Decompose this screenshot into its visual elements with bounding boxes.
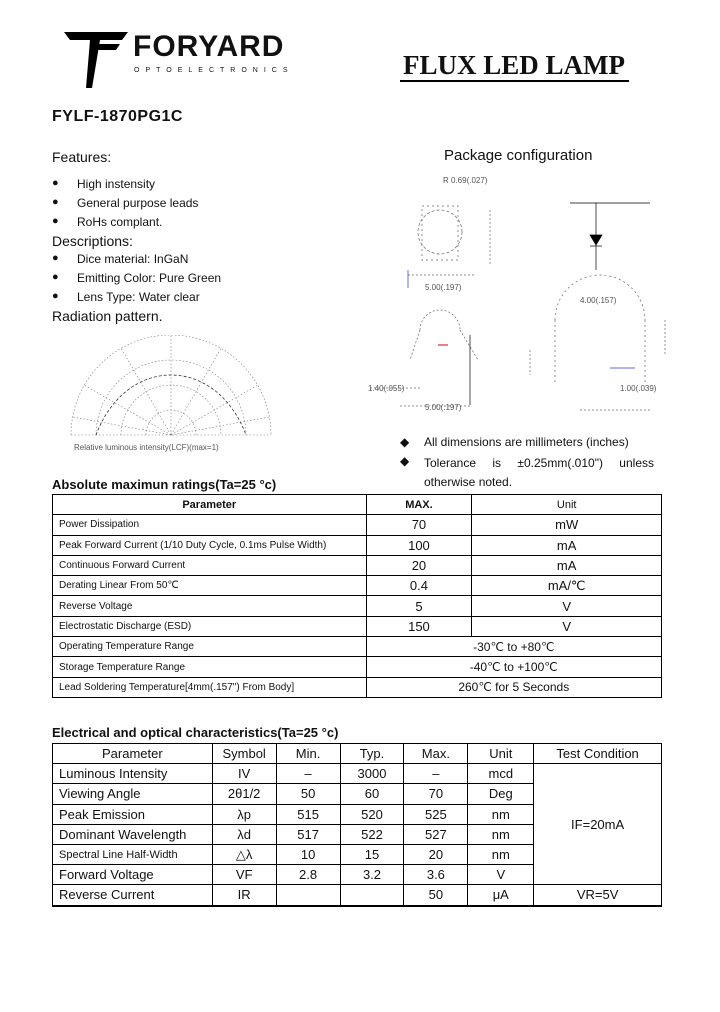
- column-header: Max.: [404, 744, 468, 764]
- symbol-cell: IV: [212, 764, 276, 784]
- column-header: Unit: [468, 744, 534, 764]
- symbol-cell: IR: [212, 885, 276, 906]
- param-cell: Storage Temperature Range: [53, 657, 367, 677]
- unit-cell: mA: [472, 555, 662, 575]
- dimension-label: 5.00(.197): [425, 283, 462, 292]
- min-cell: –: [276, 764, 340, 784]
- param-cell: Luminous Intensity: [53, 764, 213, 784]
- param-cell: Reverse Voltage: [53, 596, 367, 616]
- column-header: Typ.: [340, 744, 404, 764]
- unit-cell: nm: [468, 844, 534, 864]
- foryard-logo-icon: [62, 30, 130, 90]
- bullet-icon: ●: [52, 271, 59, 283]
- max-cell: 527: [404, 824, 468, 844]
- param-cell: Viewing Angle: [53, 784, 213, 804]
- condition-cell: VR=5V: [534, 885, 662, 906]
- description-item: ● Emitting Color: Pure Green: [52, 271, 222, 285]
- table-row: [53, 576, 662, 596]
- max-cell: 70: [404, 784, 468, 804]
- table-header-row: [53, 495, 662, 515]
- symbol-cell: 2θ1/2: [212, 784, 276, 804]
- diamond-bullet-icon: ◆: [400, 454, 410, 468]
- unit-cell: Deg: [468, 784, 534, 804]
- param-cell: Power Dissipation: [53, 515, 367, 535]
- typ-cell: [340, 885, 404, 906]
- max-cell: 20: [366, 555, 472, 575]
- table-row: [53, 515, 662, 535]
- param-cell: Spectral Line Half-Width: [53, 844, 213, 864]
- table-row: [53, 657, 662, 677]
- bullet-icon: ●: [52, 290, 59, 302]
- column-header: MAX.: [366, 495, 472, 515]
- features-heading: Features:: [52, 149, 112, 165]
- column-header: Parameter: [53, 495, 367, 515]
- typ-cell: 15: [340, 844, 404, 864]
- param-cell: Derating Linear From 50℃: [53, 576, 367, 596]
- symbol-cell: λp: [212, 804, 276, 824]
- min-cell: [276, 885, 340, 906]
- package-drawing: [360, 170, 690, 420]
- dimension-label: R 0.69(.027): [443, 176, 488, 185]
- table-row: [53, 677, 662, 697]
- unit-cell: V: [472, 616, 662, 636]
- column-header: Test Condition: [534, 744, 662, 764]
- table-row: [53, 616, 662, 636]
- table-row: [53, 764, 662, 784]
- bullet-icon: ●: [52, 177, 59, 189]
- min-cell: 515: [276, 804, 340, 824]
- table-row: [53, 535, 662, 555]
- abs-max-table: [52, 494, 662, 698]
- max-cell: 3.6: [404, 865, 468, 885]
- symbol-cell: △λ: [212, 844, 276, 864]
- descriptions-heading: Descriptions:: [52, 233, 133, 249]
- unit-cell: mA/℃: [472, 576, 662, 596]
- column-header: Unit: [472, 495, 662, 515]
- max-cell: 525: [404, 804, 468, 824]
- value-cell: -40℃ to +100℃: [366, 657, 661, 677]
- param-cell: Forward Voltage: [53, 865, 213, 885]
- radiation-pattern-diagram: [66, 335, 276, 440]
- symbol-cell: VF: [212, 865, 276, 885]
- description-item: ● Lens Type: Water clear: [52, 290, 200, 304]
- min-cell: 10: [276, 844, 340, 864]
- symbol-cell: λd: [212, 824, 276, 844]
- package-heading: Package configuration: [444, 147, 593, 164]
- bullet-icon: ●: [52, 215, 59, 227]
- param-cell: Reverse Current: [53, 885, 213, 906]
- diamond-bullet-icon: ◆: [400, 435, 410, 449]
- param-cell: Dominant Wavelength: [53, 824, 213, 844]
- unit-cell: μA: [468, 885, 534, 906]
- dimension-label: 1.40(.055): [368, 384, 405, 393]
- table-row: [53, 637, 662, 657]
- feature-item: ● High instensity: [52, 177, 156, 191]
- dimension-label: 4.00(.157): [580, 296, 617, 305]
- min-cell: 2.8: [276, 865, 340, 885]
- electrical-heading: Electrical and optical characteristics(Ta=25 °c): [52, 725, 339, 740]
- condition-cell: IF=20mA: [534, 764, 662, 885]
- unit-cell: mA: [472, 535, 662, 555]
- logo-text: FORYARD: [133, 30, 285, 63]
- value-cell: -30℃ to +80℃: [366, 637, 661, 657]
- max-cell: 5: [366, 596, 472, 616]
- logo-subtitle: OPTOELECTRONICS: [134, 67, 294, 74]
- max-cell: 70: [366, 515, 472, 535]
- param-cell: Operating Temperature Range: [53, 637, 367, 657]
- max-cell: 150: [366, 616, 472, 636]
- column-header: Parameter: [53, 744, 213, 764]
- column-header: Symbol: [212, 744, 276, 764]
- max-cell: 20: [404, 844, 468, 864]
- bullet-icon: ●: [52, 252, 59, 264]
- typ-cell: 522: [340, 824, 404, 844]
- max-cell: 0.4: [366, 576, 472, 596]
- table-row: [53, 555, 662, 575]
- typ-cell: 3000: [340, 764, 404, 784]
- document-title: FLUX LED LAMP: [403, 50, 625, 80]
- unit-cell: V: [468, 865, 534, 885]
- feature-item: ● General purpose leads: [52, 196, 199, 210]
- param-cell: Continuous Forward Current: [53, 555, 367, 575]
- abs-max-heading: Absolute maximun ratings(Ta=25 °c): [52, 477, 277, 492]
- value-cell: 260℃ for 5 Seconds: [366, 677, 661, 697]
- typ-cell: 3.2: [340, 865, 404, 885]
- table-row: [53, 885, 662, 906]
- unit-cell: nm: [468, 804, 534, 824]
- table-row: [53, 596, 662, 616]
- title-underline: [400, 80, 629, 82]
- radiation-heading: Radiation pattern.: [52, 308, 163, 324]
- table-header-row: [53, 744, 662, 764]
- param-cell: Lead Soldering Temperature[4mm(.157") From Body]: [53, 677, 367, 697]
- unit-cell: mW: [472, 515, 662, 535]
- min-cell: 50: [276, 784, 340, 804]
- description-item: ● Dice material: InGaN: [52, 252, 189, 266]
- feature-item: ● RoHs complant.: [52, 215, 163, 229]
- min-cell: 517: [276, 824, 340, 844]
- typ-cell: 520: [340, 804, 404, 824]
- bullet-icon: ●: [52, 196, 59, 208]
- radiation-caption: Relative luminous intensity(LCF)(max=1): [74, 443, 219, 452]
- dimension-label: 1.00(.039): [620, 384, 657, 393]
- max-cell: –: [404, 764, 468, 784]
- unit-cell: mcd: [468, 764, 534, 784]
- part-number: FYLF-1870PG1C: [52, 108, 183, 125]
- param-cell: Electrostatic Discharge (ESD): [53, 616, 367, 636]
- unit-cell: nm: [468, 824, 534, 844]
- dimension-label: 5.00(.197): [425, 403, 462, 412]
- max-cell: 100: [366, 535, 472, 555]
- unit-cell: V: [472, 596, 662, 616]
- param-cell: Peak Emission: [53, 804, 213, 824]
- max-cell: 50: [404, 885, 468, 906]
- param-cell: Peak Forward Current (1/10 Duty Cycle, 0.1ms Pulse Width): [53, 535, 367, 555]
- column-header: Min.: [276, 744, 340, 764]
- electrical-table: [52, 743, 662, 907]
- typ-cell: 60: [340, 784, 404, 804]
